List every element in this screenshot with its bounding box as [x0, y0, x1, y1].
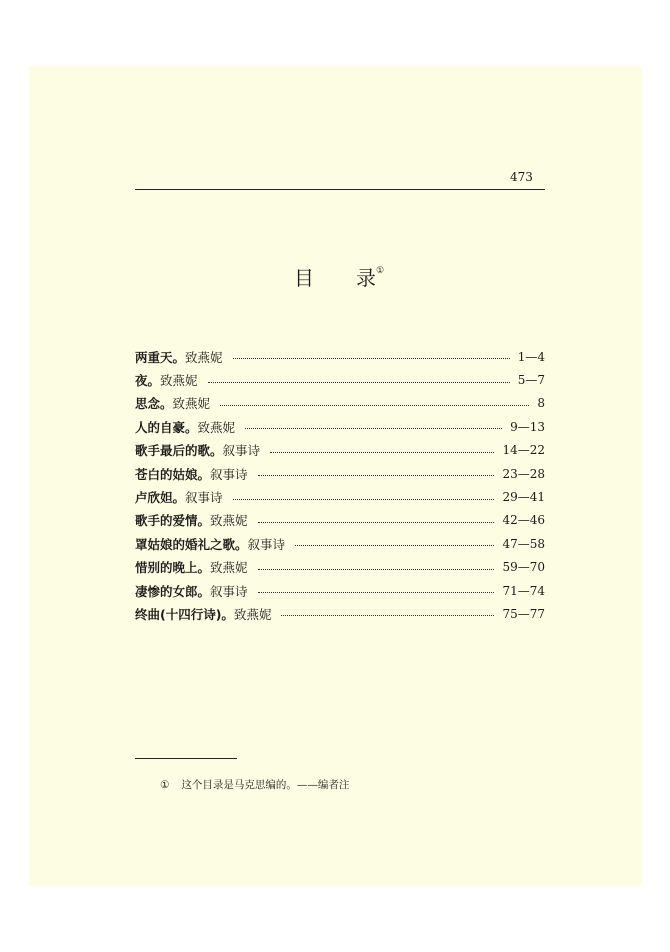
toc-entry-pages: 75—77 [502, 606, 545, 621]
dot-leader [233, 499, 495, 500]
toc-entry-title: 夜。 [135, 373, 161, 389]
dot-leader [281, 615, 494, 616]
toc-entry-subtitle: 致燕妮 [160, 373, 198, 389]
toc-entry-subtitle: 叙事诗 [210, 466, 248, 482]
dot-leader [233, 358, 510, 359]
table-of-contents [135, 345, 545, 626]
toc-entry[interactable] [135, 602, 545, 625]
dot-leader [258, 592, 495, 593]
toc-entry-title: 思念。 [135, 396, 173, 412]
toc-entry[interactable] [135, 415, 545, 438]
toc-entry[interactable] [135, 509, 545, 532]
header-rule [135, 189, 545, 190]
toc-title-char-1: 目 [294, 266, 314, 290]
footnote-text: 这个目录是马克思编的。——编者注 [181, 779, 350, 791]
toc-entry-subtitle: 叙事诗 [247, 536, 286, 552]
toc-entry[interactable] [135, 345, 545, 368]
page-number: 473 [510, 170, 533, 184]
dot-leader [270, 452, 494, 453]
toc-entry-title: 终曲(十四行诗)。 [135, 606, 234, 622]
toc-entry-subtitle: 致燕妮 [172, 396, 211, 412]
toc-entry-pages: 9—13 [510, 419, 545, 434]
footnote-rule [135, 758, 237, 759]
toc-entry-pages: 5—7 [517, 373, 545, 388]
toc-entry[interactable] [135, 368, 545, 391]
toc-entry-subtitle: 叙事诗 [210, 583, 248, 599]
toc-entry-title: 罩姑娘的婚礼之歌。 [135, 536, 248, 552]
toc-entry[interactable] [135, 532, 545, 555]
toc-entry-subtitle: 致燕妮 [210, 560, 248, 576]
toc-entry-pages: 14—22 [502, 443, 545, 458]
toc-entry-pages: 23—28 [502, 466, 545, 481]
toc-entry-title: 歌手的爱情。 [135, 513, 211, 529]
footnote [160, 777, 349, 792]
toc-title-char-2: 录 [356, 266, 376, 290]
toc-entry-pages: 47—58 [502, 536, 545, 551]
toc-title [294, 262, 384, 291]
toc-entry-subtitle: 叙事诗 [222, 443, 261, 459]
toc-entry-title: 两重天。 [135, 349, 186, 365]
dot-leader [220, 405, 529, 406]
toc-entry-pages: 1—4 [517, 349, 545, 364]
footnote-mark: ① [160, 779, 170, 791]
toc-entry[interactable] [135, 485, 545, 508]
toc-entry[interactable] [135, 439, 545, 462]
dot-leader [295, 545, 494, 546]
toc-entry-subtitle: 致燕妮 [233, 606, 272, 622]
toc-entry-pages: 42—46 [502, 513, 545, 528]
toc-entry[interactable] [135, 556, 545, 579]
toc-entry-pages: 71—74 [502, 583, 545, 598]
toc-entry[interactable] [135, 579, 545, 602]
toc-entry[interactable] [135, 392, 545, 415]
dot-leader [245, 428, 502, 429]
toc-entry-pages: 8 [537, 396, 545, 411]
dot-leader [258, 569, 495, 570]
dot-leader [258, 475, 495, 476]
toc-entry-title: 苍白的姑娘。 [135, 466, 211, 482]
toc-entry-pages: 29—41 [502, 490, 545, 505]
toc-entry-subtitle: 叙事诗 [185, 490, 223, 506]
toc-entry-subtitle: 致燕妮 [185, 349, 223, 365]
toc-entry-title: 卢欣妲。 [135, 490, 186, 506]
dot-leader [208, 382, 510, 383]
toc-entry-title: 凄惨的女郎。 [135, 583, 211, 599]
toc-entry-pages: 59—70 [502, 560, 545, 575]
toc-entry-title: 惜别的晚上。 [135, 560, 211, 576]
dot-leader [258, 522, 495, 523]
toc-entry-title: 歌手最后的歌。 [135, 443, 223, 459]
toc-entry-subtitle: 致燕妮 [197, 419, 236, 435]
toc-entry-subtitle: 致燕妮 [210, 513, 248, 529]
toc-entry-title: 人的自豪。 [135, 419, 198, 435]
title-footnote-mark: ① [376, 266, 385, 276]
toc-entry[interactable] [135, 462, 545, 485]
